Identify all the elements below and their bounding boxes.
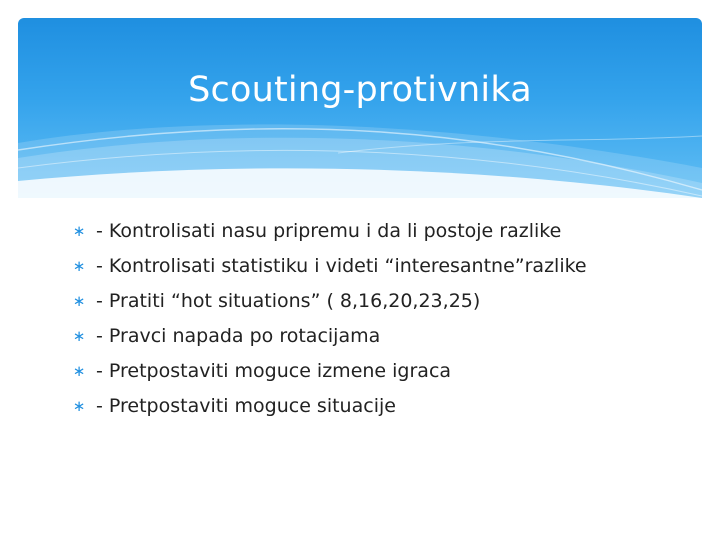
asterisk-icon: ∗: [72, 257, 86, 275]
bullet-item: [72, 286, 692, 321]
slide-title: Scouting-protivnika: [188, 70, 532, 110]
asterisk-icon: ∗: [72, 397, 86, 415]
bullet-text: - Pretpostaviti moguce izmene igraca: [96, 360, 452, 382]
bullet-text: - Pravci napada po rotacijama: [96, 325, 381, 347]
bullet-list: [72, 216, 692, 426]
bullet-text: - Pretpostaviti moguce situacije: [96, 395, 396, 417]
bullet-item: [72, 391, 692, 426]
asterisk-icon: ∗: [72, 362, 86, 380]
asterisk-icon: ∗: [72, 222, 86, 240]
asterisk-icon: ∗: [72, 292, 86, 310]
bullet-item: [72, 251, 692, 286]
bullet-item: [72, 356, 692, 391]
asterisk-icon: ∗: [72, 327, 86, 345]
title-banner: [18, 18, 702, 198]
bullet-text: - Kontrolisati nasu pripremu i da li postoje razlike: [96, 220, 562, 242]
bullet-text: - Pratiti “hot situations” ( 8,16,20,23,25): [96, 290, 481, 312]
bullet-text: - Kontrolisati statistiku i videti “interesantne”razlike: [96, 255, 587, 277]
bullet-item: [72, 321, 692, 356]
bullet-item: [72, 216, 692, 251]
